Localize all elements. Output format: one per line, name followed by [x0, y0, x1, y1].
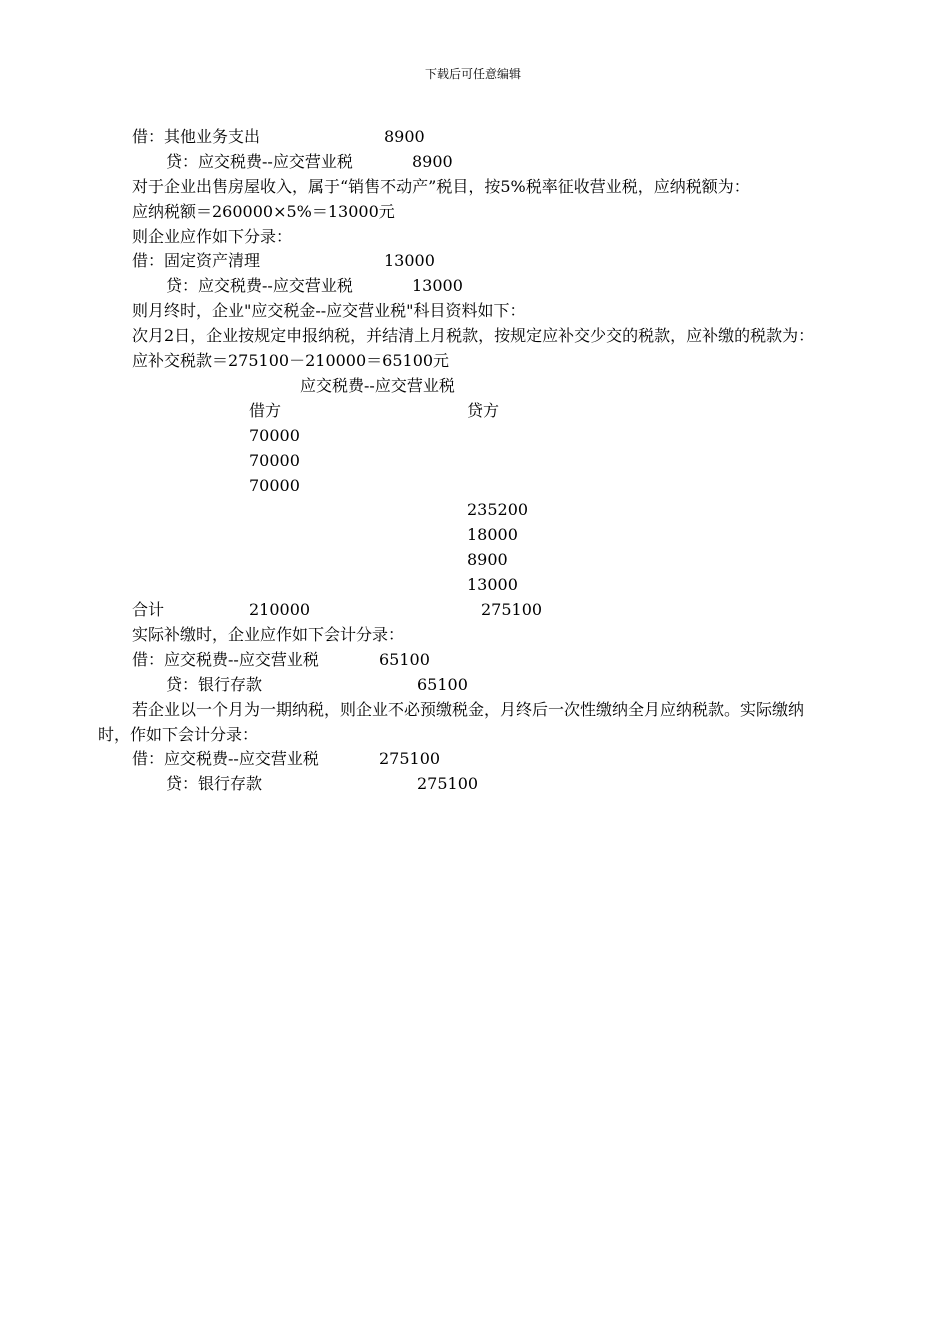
ledger-credit-header: 贷方	[467, 401, 500, 420]
paragraph-monthly-tax-line2: 时，作如下会计分录：	[98, 725, 259, 744]
ledger-total-debit: 210000	[249, 600, 311, 619]
ledger-total-label: 合计	[132, 600, 165, 619]
ledger-title: 应交税费--应交营业税	[300, 376, 455, 395]
paragraph-entry-intro: 则企业应作如下分录：	[132, 227, 293, 246]
ledger-debit-value: 70000	[249, 476, 300, 495]
formula-supplement-tax: 应补交税款＝275100－210000＝65100元	[132, 351, 450, 370]
entry2-credit: 贷：应交税费--应交营业税	[166, 276, 353, 295]
entry1-debit: 借：其他业务支出	[132, 127, 261, 146]
paragraph-sale-of-property: 对于企业出售房屋收入，属于“销售不动产”税目，按5%税率征收营业税，应纳税额为：	[132, 177, 750, 196]
paragraph-month-end: 则月终时，企业"应交税金--应交营业税"科目资料如下：	[132, 301, 526, 320]
paragraph-actual-payment: 实际补缴时，企业应作如下会计分录：	[132, 625, 405, 644]
ledger-debit-value: 70000	[249, 451, 300, 470]
entry3-credit: 贷：银行存款	[166, 675, 263, 694]
entry3-credit-amount: 65100	[417, 675, 468, 694]
paragraph-filing: 次月2日，企业按规定申报纳税，并结清上月税款，按规定应补交少交的税款，应补缴的税款为：	[132, 326, 815, 345]
entry4-debit: 借：应交税费--应交营业税	[132, 749, 319, 768]
entry4-credit: 贷：银行存款	[166, 774, 263, 793]
page-header-note: 下载后可任意编辑	[425, 67, 522, 81]
entry1-credit-amount: 8900	[412, 152, 453, 171]
formula-tax-payable: 应纳税额＝260000×5%＝13000元	[132, 202, 395, 221]
ledger-credit-value: 235200	[467, 500, 529, 519]
entry2-debit-amount: 13000	[384, 251, 435, 270]
ledger-credit-value: 18000	[467, 525, 518, 544]
paragraph-monthly-tax-line1: 若企业以一个月为一期纳税，则企业不必预缴税金，月终后一次性缴纳全月应纳税款。实际缴纳	[132, 700, 805, 719]
ledger-total-credit: 275100	[481, 600, 543, 619]
entry2-credit-amount: 13000	[412, 276, 463, 295]
ledger-debit-header: 借方	[249, 401, 282, 420]
ledger-credit-value: 8900	[467, 550, 508, 569]
entry1-credit: 贷：应交税费--应交营业税	[166, 152, 353, 171]
entry2-debit: 借：固定资产清理	[132, 251, 261, 270]
ledger-debit-value: 70000	[249, 426, 300, 445]
entry4-debit-amount: 275100	[379, 749, 441, 768]
entry4-credit-amount: 275100	[417, 774, 479, 793]
entry1-debit-amount: 8900	[384, 127, 425, 146]
ledger-credit-value: 13000	[467, 575, 518, 594]
entry3-debit: 借：应交税费--应交营业税	[132, 650, 319, 669]
entry3-debit-amount: 65100	[379, 650, 430, 669]
